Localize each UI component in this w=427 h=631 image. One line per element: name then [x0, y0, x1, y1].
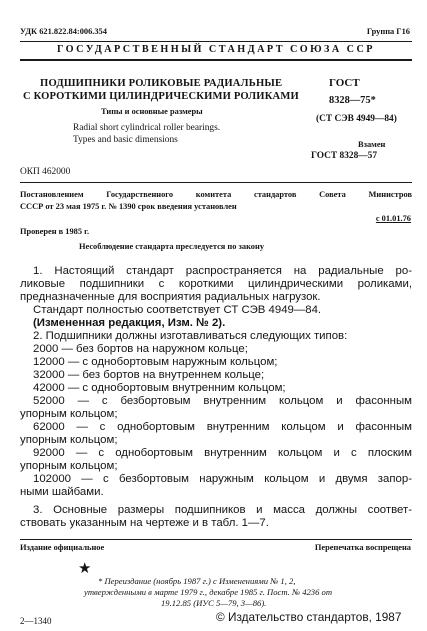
law-warning: Несоблюдение стандарта преследуется по закону — [79, 242, 265, 251]
type-62000-line-2: упорным кольцом; — [20, 434, 118, 446]
gost-number: 8328—75* — [329, 95, 376, 106]
header-rule-top — [20, 41, 412, 42]
type-32000: 32000 — без бортов на внутреннем кольце; — [33, 369, 265, 381]
clause-3-line-1: 3. Основные размеры подшипников и масса должны соответ- — [33, 504, 412, 516]
title-english-line-1: Radial short cylindrical roller bearings. — [73, 123, 221, 133]
replaces-standard: ГОСТ 8328—57 — [311, 151, 378, 161]
reissue-note-line-2: утвержденными в марте 1979 г., декабре 1985 г. Пост. № 4236 от — [84, 587, 333, 597]
star-icon: ★ — [78, 561, 92, 577]
clause-1-line-3: предназначенные для восприятия радиальных нагрузок. — [20, 291, 321, 303]
replaces-label: Взамен — [358, 140, 386, 149]
reissue-note-line-1: * Переиздание (ноябрь 1987 г.) с Изменениями № 1, 2, — [98, 576, 296, 586]
title-subtitle: Типы и основные размеры — [101, 107, 203, 116]
type-12000: 12000 — с однобортовым наружным кольцом; — [33, 356, 278, 368]
header-rule-bottom — [20, 59, 412, 61]
group-code: Группа Г16 — [366, 27, 410, 36]
decree-line-2: СССР от 23 мая 1975 г. № 1390 срок введения установлен — [20, 202, 237, 211]
clause-2-intro: 2. Подшипники должны изготавливаться следующих типов: — [33, 330, 348, 342]
print-code: 2—1340 — [20, 616, 52, 626]
official-edition-label: Издание официальное — [20, 543, 105, 552]
title-line-2: С КОРОТКИМИ ЦИЛИНДРИЧЕСКИМИ РОЛИКАМИ — [23, 91, 299, 102]
title-english-line-2: Types and basic dimensions — [73, 135, 178, 145]
sev-reference: (СТ СЭВ 4949—84) — [316, 114, 397, 124]
type-2000: 2000 — без бортов на наружном кольце; — [33, 343, 248, 355]
title-rule — [20, 182, 412, 183]
footer-rule — [20, 539, 412, 540]
copyright-line: © Издательство стандартов, 1987 — [216, 610, 402, 624]
effective-date: с 01.01.76 — [375, 214, 411, 223]
clause-1-line-2: ликовые подшипники с короткими цилиндрическими роликами, — [20, 278, 412, 290]
type-52000-line-1: 52000 — с безбортовым внутренним кольцом и фасонным — [33, 395, 412, 407]
reissue-note-line-3: 19.12.85 (ИУС 5—79, 3—86). — [161, 598, 267, 608]
type-92000-line-2: упорным кольцом; — [20, 460, 118, 472]
type-62000-line-1: 62000 — с однобортовым внутренним кольцом и фасонным — [33, 421, 412, 433]
reprint-prohibited-label: Перепечатка воспрещена — [314, 543, 411, 552]
type-52000-line-2: упорным кольцом; — [20, 408, 118, 420]
udk-code: УДК 621.822.84:006.354 — [20, 27, 107, 36]
title-line-1: ПОДШИПНИКИ РОЛИКОВЫЕ РАДИАЛЬНЫЕ — [40, 78, 283, 89]
type-92000-line-1: 92000 — с однобортовым внутренним кольцом и с плоским — [33, 447, 412, 459]
clause-1-line-4: Стандарт полностью соответствует СТ СЭВ 4949—84. — [33, 304, 322, 316]
okp-code: ОКП 462000 — [20, 167, 71, 177]
gost-label: ГОСТ — [329, 77, 360, 89]
clause-1-line-1: 1. Настоящий стандарт распространяется на радиальные ро- — [33, 265, 412, 277]
checked-year: Проверен в 1985 г. — [20, 227, 90, 236]
state-standard-banner: ГОСУДАРСТВЕННЫЙ СТАНДАРТ СОЮЗА ССР — [57, 44, 375, 55]
type-42000: 42000 — с однобортовым внутренним кольцом; — [33, 382, 286, 394]
amended-edition-note: (Измененная редакция, Изм. № 2). — [33, 317, 226, 329]
decree-line-1: Постановлением Государственного комитета стандартов Совета Министров — [20, 190, 412, 199]
type-102000-line-2: ными шайбами. — [20, 486, 104, 498]
type-102000-line-1: 102000 — с безбортовым наружным кольцом и двумя запор- — [33, 473, 412, 485]
clause-3-line-2: ствовать указанным на чертеже и в табл. 1—7. — [20, 517, 269, 529]
